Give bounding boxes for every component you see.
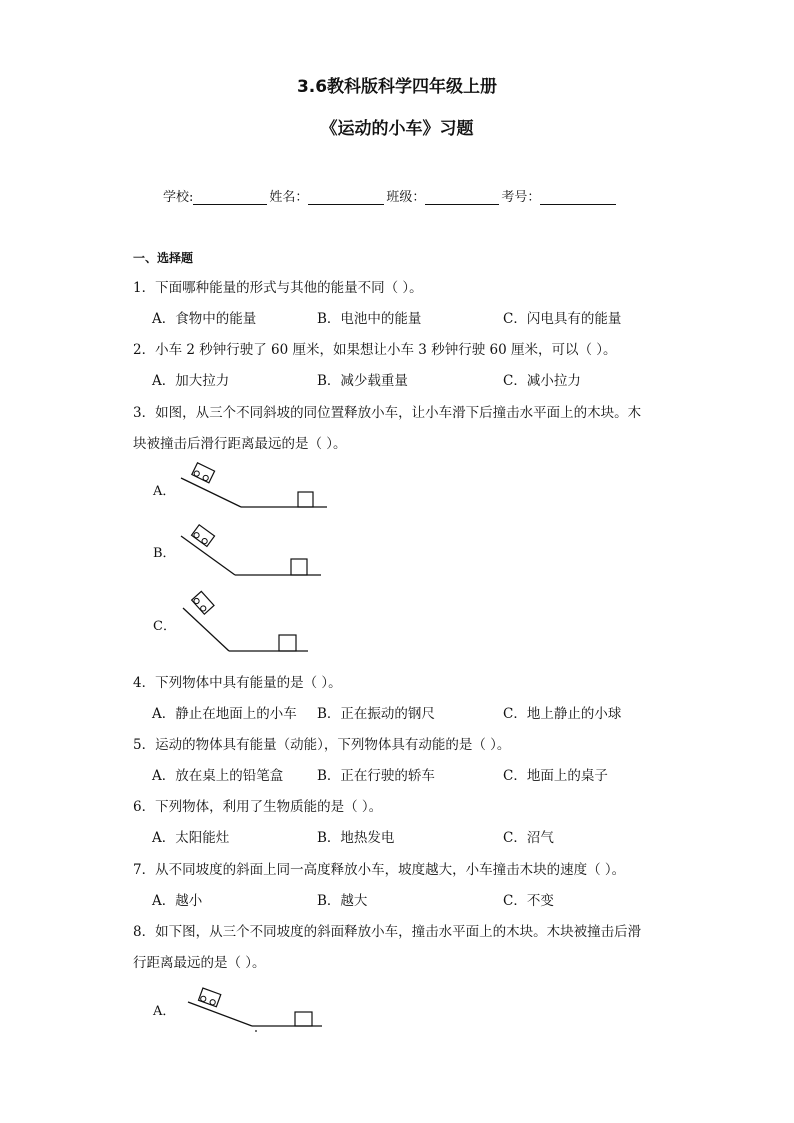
q8-figure-label-a: A．	[153, 1004, 176, 1019]
page-title: 3.6教科版科学四年级上册	[296, 77, 498, 97]
question-6: 6．下列物体，利用了生物质能的是（ ）。	[133, 799, 383, 815]
q3-figure-label-a: A．	[153, 484, 176, 499]
q5-option-c[interactable]: C．地面上的桌子	[503, 768, 608, 784]
q5-option-a[interactable]: A．放在桌上的铅笔盒	[152, 768, 284, 784]
q5-option-b[interactable]: B．正在行驶的轿车	[317, 768, 435, 784]
q3-figure-label-c: C．	[153, 619, 176, 634]
class-label: 班级：	[386, 190, 426, 205]
q4-option-b[interactable]: B．正在振动的钢尺	[317, 706, 435, 722]
q8-figure-a[interactable]	[182, 984, 332, 1034]
question-3-line-1: 3．如图，从三个不同斜坡的同位置释放小车，让小车滑下后撞击水平面上的木块。木	[133, 405, 642, 421]
name-label: 姓名：	[269, 190, 309, 205]
question-8-line-2: 行距离最远的是（ ）。	[133, 955, 266, 971]
q1-option-b[interactable]: B．电池中的能量	[317, 311, 422, 327]
q2-option-a[interactable]: A．加大拉力	[152, 373, 230, 389]
name-field[interactable]	[308, 190, 384, 205]
question-4: 4．下列物体中具有能量的是（ ）。	[133, 675, 342, 691]
q3-figure-label-b: B．	[153, 546, 176, 561]
q2-option-b[interactable]: B．减少载重量	[317, 373, 408, 389]
school-label: 学校:	[163, 190, 194, 205]
school-field[interactable]	[193, 190, 267, 205]
q1-option-c[interactable]: C．闪电具有的能量	[503, 311, 622, 327]
question-2: 2．小车 2 秒钟行驶了 60 厘米，如果想让小车 3 秒钟行驶 60 厘米，可以（ ）。	[133, 342, 617, 358]
q4-option-c[interactable]: C．地上静止的小球	[503, 706, 622, 722]
question-7: 7．从不同坡度的斜面上同一高度释放小车，坡度越大，小车撞击木块的速度（ ）。	[133, 862, 626, 878]
question-5: 5．运动的物体具有能量（动能），下列物体具有动能的是（ ）。	[133, 737, 511, 753]
q7-option-c[interactable]: C．不变	[503, 893, 554, 909]
q3-figure-a[interactable]	[175, 464, 335, 514]
q6-option-a[interactable]: A．太阳能灶	[152, 830, 230, 846]
question-3-line-2: 块被撞击后滑行距离最远的是（ ）。	[133, 436, 347, 452]
q1-option-a[interactable]: A．食物中的能量	[152, 311, 257, 327]
q4-option-a[interactable]: A．静止在地面上的小车	[152, 706, 297, 722]
question-8-line-1: 8．如下图，从三个不同坡度的斜面释放小车，撞击水平面上的木块。木块被撞击后滑	[133, 924, 642, 940]
page-subtitle: 《运动的小车》习题	[320, 119, 474, 139]
exam-no-field[interactable]	[540, 190, 616, 205]
q6-option-b[interactable]: B．地热发电	[317, 830, 395, 846]
q3-figure-b[interactable]	[175, 520, 335, 580]
q3-figure-c[interactable]	[175, 588, 335, 660]
exam-no-label: 考号：	[501, 190, 541, 205]
class-field[interactable]	[425, 190, 499, 205]
student-info-line	[163, 186, 618, 205]
q7-option-a[interactable]: A．越小	[152, 893, 203, 909]
q2-option-c[interactable]: C．减小拉力	[503, 373, 581, 389]
question-1: 1．下面哪种能量的形式与其他的能量不同（ ）。	[133, 280, 423, 296]
q7-option-b[interactable]: B．越大	[317, 893, 368, 909]
q6-option-c[interactable]: C．沼气	[503, 830, 554, 846]
section-heading: 一、选择题	[133, 251, 194, 265]
